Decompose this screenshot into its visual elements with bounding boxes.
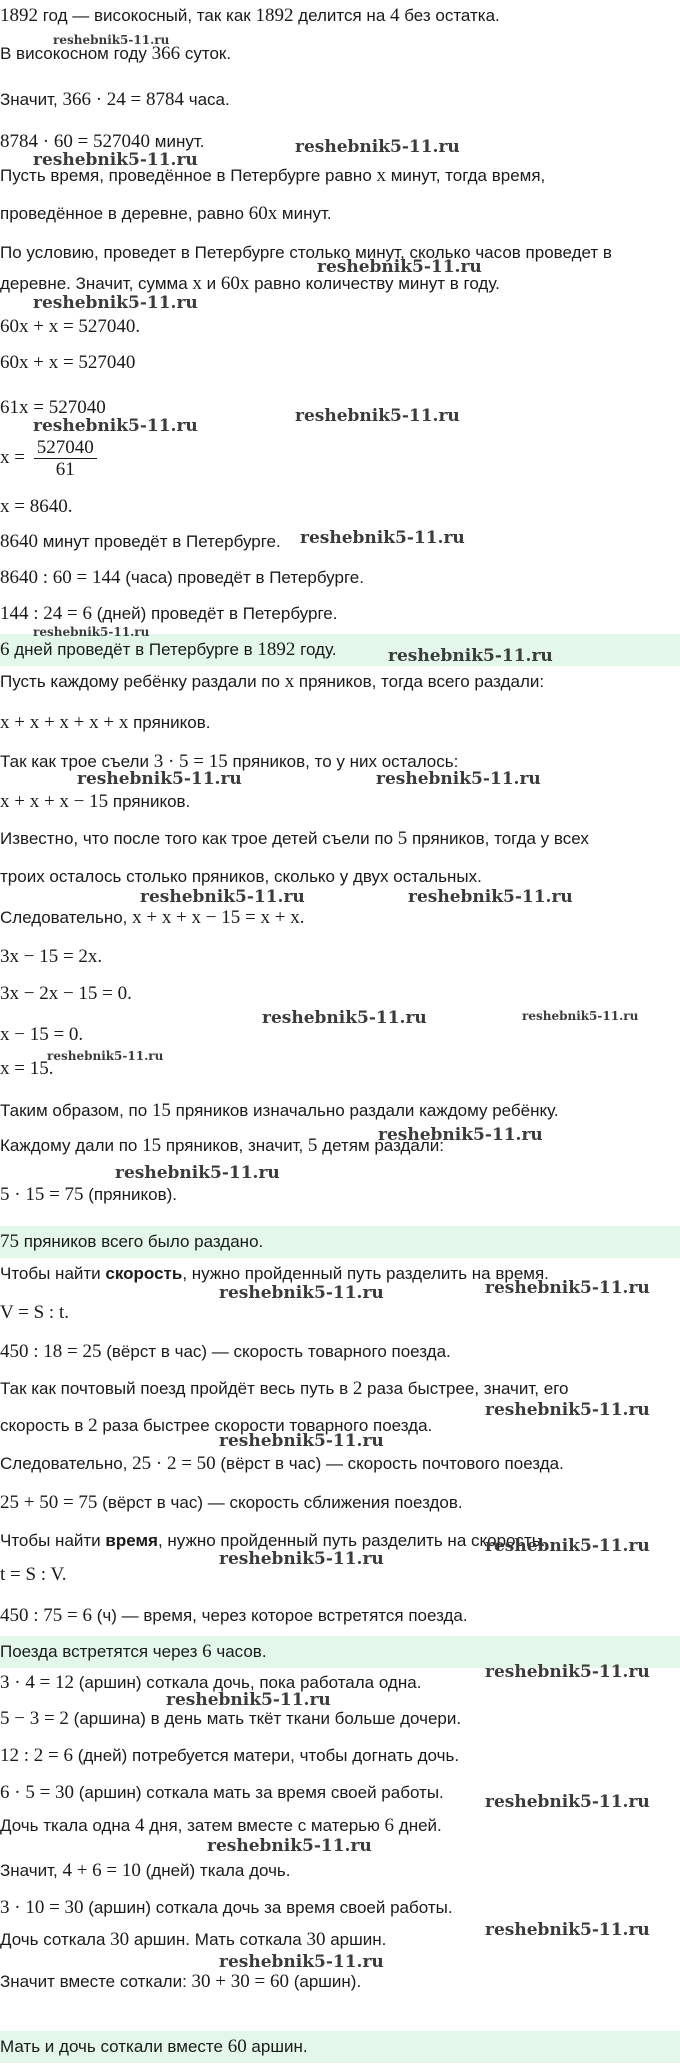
watermark: reshebnik5-11.ru: [140, 887, 305, 907]
watermark: reshebnik5-11.ru: [485, 1662, 650, 1682]
watermark: reshebnik5-11.ru: [207, 1836, 372, 1856]
text-segment: Известно, что после того как трое детей съели по: [0, 829, 398, 848]
math-expression: 6: [0, 639, 10, 660]
watermark: reshebnik5-11.ru: [166, 1690, 331, 1710]
text-segment: Так как трое съели: [0, 752, 154, 771]
text-segment: Пусть каждому ребёнку раздали по: [0, 672, 285, 691]
solution-line: [0, 496, 72, 518]
text-segment: (аршин) соткала дочь, пока работала одна.: [74, 1673, 422, 1692]
solution-line: [0, 1492, 463, 1514]
watermark: reshebnik5-11.ru: [300, 528, 465, 548]
solution-line: [0, 242, 612, 264]
text-segment: (часа) проведёт в Петербурге.: [120, 568, 364, 587]
text-segment: Значит вместе соткали:: [0, 1972, 192, 1991]
solution-line: [0, 352, 135, 374]
text-segment: году.: [295, 640, 337, 659]
math-expression: 8640 : 60 = 144: [0, 567, 121, 588]
text-segment: пряников, тогда у всех: [407, 829, 589, 848]
text-segment: часов.: [211, 1642, 267, 1661]
math-expression: 8784 · 60 = 527040: [0, 131, 151, 152]
text-segment: Следовательно,: [0, 1454, 133, 1473]
math-expression: 450 : 18 = 25: [0, 1341, 102, 1362]
text-segment: пряников, тогда всего раздали:: [294, 672, 545, 691]
solution-line: [0, 1897, 453, 1919]
text-segment: пряников.: [108, 792, 191, 811]
math-expression: 12 : 2 = 6: [0, 1745, 73, 1766]
math-expression: 366: [151, 43, 181, 64]
math-expression: x = 15.: [0, 1058, 54, 1079]
math-expression: 30: [110, 1929, 130, 1950]
math-expression: t = S : V.: [0, 1564, 67, 1585]
watermark: reshebnik5-11.ru: [485, 1920, 650, 1940]
solution-line: [0, 983, 132, 1005]
text-segment: Так как почтовый поезд пройдёт весь путь в: [0, 1379, 353, 1398]
math-expression: 3x − 2x − 15 = 0.: [0, 983, 132, 1004]
solution-line: [0, 1453, 564, 1475]
solution-line: [0, 531, 281, 553]
text-segment: Дочь ткала одна: [0, 1816, 135, 1835]
watermark: reshebnik5-11.ru: [219, 1549, 384, 1569]
watermark: reshebnik5-11.ru: [485, 1400, 650, 1420]
text-segment: пряников всего было раздано.: [19, 1232, 264, 1251]
math-expression: 144 : 24 = 6: [0, 603, 92, 624]
math-expression: 6: [202, 1641, 212, 1662]
math-expression: 5: [397, 828, 408, 849]
watermark: reshebnik5-11.ru: [262, 1008, 427, 1028]
math-expression: 8640: [0, 531, 38, 552]
solution-line: [0, 1024, 83, 1046]
math-expression: 6 · 5 = 30: [0, 1782, 75, 1803]
text-segment: минут, тогда время,: [386, 166, 546, 185]
math-expression: 3x − 15 = 2x.: [0, 946, 103, 967]
math-expression: 60: [227, 2036, 247, 2057]
math-expression: x + x + x − 15 = x + x.: [132, 907, 305, 928]
math-expression: x + x + x + x + x: [0, 712, 129, 733]
math-expression: 5: [307, 1135, 318, 1156]
text-segment: аршин.: [325, 1930, 387, 1949]
text-segment: (аршин) соткала мать за время своей работы.: [74, 1783, 444, 1802]
solution-line: [0, 791, 190, 813]
solution-line: [0, 828, 589, 850]
math-expression: x: [376, 165, 386, 186]
watermark: reshebnik5-11.ru: [115, 1163, 280, 1183]
text-segment: Поезда встретятся через: [0, 1642, 203, 1661]
watermark: reshebnik5-11.ru: [219, 1952, 384, 1972]
math-expression: x + x + x − 15: [0, 791, 109, 812]
math-expression: 6: [384, 1815, 395, 1836]
watermark: reshebnik5-11.ru: [295, 137, 460, 157]
watermark: reshebnik5-11.ru: [485, 1536, 650, 1556]
text-segment: деревне. Значит, сумма: [0, 274, 193, 293]
text-segment: пряников, значит,: [161, 1136, 308, 1155]
math-expression: 60x + x = 527040.: [0, 316, 141, 337]
watermark: reshebnik5-11.ru: [219, 1283, 384, 1303]
solution-line: [0, 316, 140, 338]
text-segment: В високосном году: [0, 44, 152, 63]
solution-line: [0, 946, 102, 968]
text-segment: раза быстрее, значит, его: [362, 1379, 569, 1398]
watermark: reshebnik5-11.ru: [388, 646, 553, 666]
text-segment: дней.: [394, 1816, 442, 1835]
math-expression: 2: [352, 1378, 363, 1399]
math-expression: 30 + 30 = 60: [191, 1971, 289, 1992]
fraction-denominator: 61: [55, 459, 75, 480]
text-segment: делится на: [293, 6, 390, 25]
fraction: [34, 437, 97, 480]
text-segment: дней проведёт в Петербурге в: [9, 640, 258, 659]
solution-line: [0, 1605, 468, 1627]
math-expression: 15: [142, 1135, 162, 1156]
text-segment: троих осталось столько пряников, сколько у двух остальных.: [0, 867, 482, 886]
math-expression: V = S : t.: [0, 1302, 69, 1323]
watermark: reshebnik5-11.ru: [295, 406, 460, 426]
solution-line: [0, 1971, 361, 1993]
watermark: reshebnik5-11.ru: [77, 769, 242, 789]
math-expression: x − 15 = 0.: [0, 1024, 84, 1045]
math-expression: 75: [0, 1231, 19, 1252]
text-segment: (вёрст в час) — скорость сближения поездов.: [97, 1493, 463, 1512]
text-segment: аршин.: [246, 2037, 308, 2056]
watermark: reshebnik5-11.ru: [376, 769, 541, 789]
solution-line: [0, 1745, 459, 1767]
math-expression: 3 · 5 = 15: [153, 751, 228, 772]
text-segment: минут.: [277, 204, 332, 223]
text-segment: (вёрст в час) — скорость почтового поезда.: [215, 1454, 564, 1473]
text-segment: , нужно пройденный путь разделить на время.: [182, 1264, 549, 1283]
text-segment: минут.: [150, 132, 205, 151]
math-expression: 3 · 4 = 12: [0, 1672, 75, 1693]
fraction-numerator: 527040: [34, 437, 97, 459]
solution-line: [0, 1184, 177, 1206]
solution-line: [0, 1058, 53, 1080]
math-expression: 1892: [255, 5, 294, 26]
solution-line: [0, 1782, 444, 1804]
math-expression: 5 · 15 = 75: [0, 1184, 84, 1205]
watermark: reshebnik5-11.ru: [33, 416, 198, 436]
text-segment: , нужно пройденный путь разделить на скорость.: [157, 1531, 546, 1550]
text-segment: Чтобы найти: [0, 1264, 106, 1283]
text-segment: Каждому дали по: [0, 1136, 143, 1155]
watermark: reshebnik5-11.ru: [33, 150, 198, 170]
math-expression: 4 + 6 = 10: [62, 1860, 141, 1881]
solution-line: [0, 1815, 442, 1837]
text-segment: (дней) ткала дочь.: [140, 1861, 291, 1880]
text-segment: Таким образом, по: [0, 1101, 152, 1120]
text-segment: (аршина) в день мать ткёт ткани больше дочери.: [68, 1709, 462, 1728]
solution-line: [0, 5, 500, 27]
watermark: reshebnik5-11.ru: [317, 257, 482, 277]
text-segment: Пусть время, проведённое в Петербурге равно: [0, 166, 377, 185]
math-expression: 4: [134, 1815, 145, 1836]
solution-line: [0, 1100, 559, 1122]
math-expression: 3 · 10 = 30: [0, 1897, 84, 1918]
answer-line: [0, 1231, 263, 1253]
watermark: reshebnik5-11.ru: [47, 1049, 164, 1063]
math-expression: 2: [88, 1415, 98, 1436]
solution-line: [0, 1263, 549, 1285]
text-segment: (дней) проведёт в Петербурге.: [92, 604, 338, 623]
watermark: reshebnik5-11.ru: [53, 33, 170, 47]
text-segment: пряников изначально раздали каждому ребёнку.: [170, 1101, 559, 1120]
text-segment: суток.: [180, 44, 232, 63]
solution-line: [0, 89, 230, 111]
bold-term: время: [105, 1531, 158, 1550]
text-segment: без остатка.: [399, 6, 500, 25]
text-segment: (аршин) соткала дочь за время своей работы.: [83, 1898, 453, 1917]
watermark: reshebnik5-11.ru: [33, 625, 150, 639]
text-segment: (дней) потребуется матери, чтобы догнать дочь.: [73, 1746, 460, 1765]
text-segment: (аршин).: [288, 1972, 362, 1991]
text-segment: детям раздали:: [317, 1136, 445, 1155]
text-segment: Мать и дочь соткали вместе: [0, 2037, 228, 2056]
solution-line: [0, 567, 364, 589]
text-segment: год — високосный, так как: [38, 6, 256, 25]
fraction-equation: [0, 437, 97, 480]
fraction-lhs: x =: [0, 446, 25, 468]
text-segment: часа.: [184, 90, 230, 109]
solution-line: [0, 603, 337, 625]
solution-line: [0, 1929, 386, 1951]
answer-line: [0, 1641, 267, 1663]
answer-line: [0, 639, 336, 661]
math-expression: 15: [151, 1100, 171, 1121]
math-expression: 25 + 50 = 75: [0, 1492, 98, 1513]
solution-line: [0, 712, 211, 734]
math-expression: 5 − 3 = 2: [0, 1708, 69, 1729]
text-segment: скорость в: [0, 1416, 89, 1435]
solution-line: [0, 1341, 451, 1363]
math-expression: 60x: [248, 203, 278, 224]
text-segment: раза быстрее скорости товарного поезда.: [97, 1416, 433, 1435]
watermark: reshebnik5-11.ru: [33, 293, 198, 313]
watermark: reshebnik5-11.ru: [378, 1125, 543, 1145]
math-expression: 366 · 24 = 8784: [62, 89, 184, 110]
math-expression: x: [192, 273, 202, 294]
bold-term: скорость: [105, 1264, 183, 1283]
watermark: reshebnik5-11.ru: [522, 1009, 639, 1023]
solution-line: [0, 1860, 291, 1882]
watermark: reshebnik5-11.ru: [219, 1431, 384, 1451]
text-segment: (ч) — время, через которое встретятся поезда.: [92, 1606, 468, 1625]
math-expression: 25 · 2 = 50: [132, 1453, 216, 1474]
math-expression: 1892: [257, 639, 296, 660]
watermark: reshebnik5-11.ru: [485, 1278, 650, 1298]
math-expression: 4: [390, 5, 400, 26]
solution-line: [0, 866, 482, 888]
text-segment: дня, затем вместе с матерью: [144, 1816, 385, 1835]
text-segment: аршин. Мать соткала: [129, 1930, 307, 1949]
text-segment: По условию, проведет в Петербурге столько минут, сколько часов проведет в: [0, 243, 612, 262]
text-segment: и: [201, 274, 221, 293]
solution-line: [0, 1564, 67, 1586]
text-segment: равно количеству минут в году.: [249, 274, 500, 293]
math-expression: 1892: [0, 5, 38, 26]
solution-line: [0, 203, 332, 225]
solution-line: [0, 1378, 569, 1400]
math-expression: 450 : 75 = 6: [0, 1605, 92, 1626]
text-segment: Чтобы найти: [0, 1531, 106, 1550]
solution-line: [0, 907, 304, 929]
text-segment: Значит,: [0, 1861, 63, 1880]
text-segment: проведённое в деревне, равно: [0, 204, 249, 223]
watermark: reshebnik5-11.ru: [485, 1792, 650, 1812]
math-expression: 60x + x = 527040: [0, 352, 136, 373]
math-expression: 30: [306, 1929, 326, 1950]
text-segment: Следовательно,: [0, 908, 133, 927]
text-segment: пряников.: [128, 713, 211, 732]
math-expression: x: [284, 671, 295, 692]
text-segment: пряников, то у них осталось:: [227, 752, 459, 771]
text-segment: минут проведёт в Петербурге.: [38, 532, 281, 551]
math-expression: x = 8640.: [0, 496, 73, 517]
solution-line: [0, 1708, 461, 1730]
text-segment: (вёрст в час) — скорость товарного поезда.: [101, 1342, 451, 1361]
text-segment: (пряников).: [83, 1185, 177, 1204]
solution-line: [0, 671, 544, 693]
text-segment: Дочь соткала: [0, 1930, 111, 1949]
watermark: reshebnik5-11.ru: [408, 887, 573, 907]
math-expression: 61x = 527040: [0, 397, 106, 418]
math-expression: 60x: [220, 273, 250, 294]
answer-line: [0, 2036, 308, 2058]
text-segment: Значит,: [0, 90, 63, 109]
solution-line: [0, 1302, 69, 1324]
